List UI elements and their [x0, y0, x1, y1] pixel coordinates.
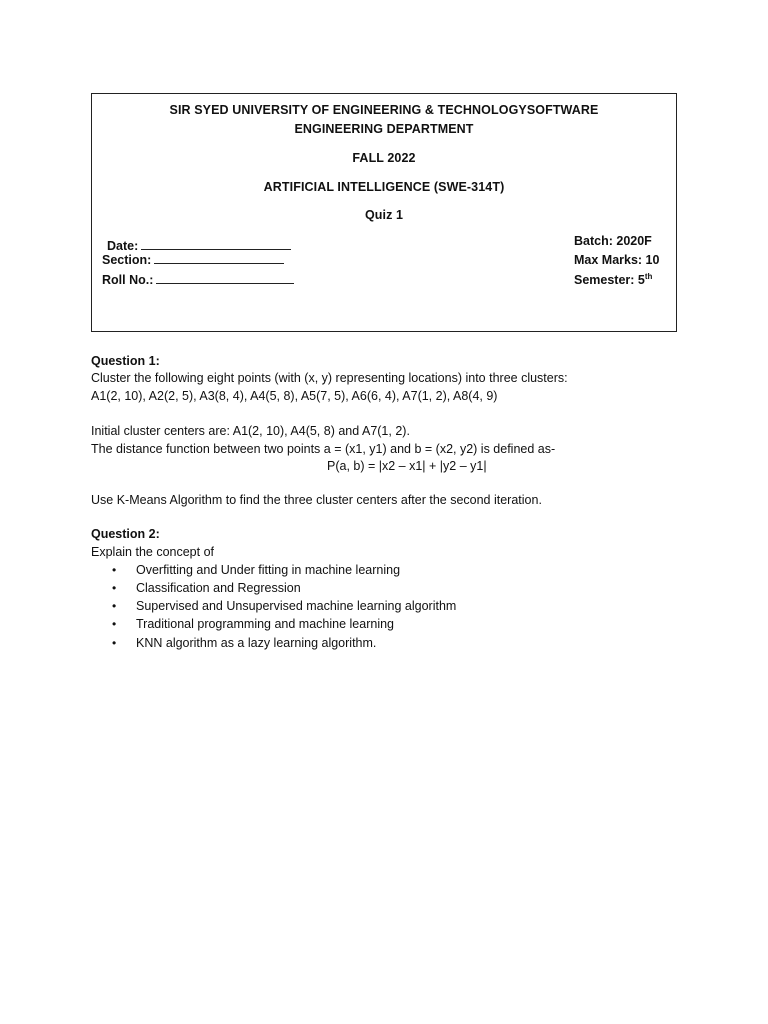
- question2-item: Classification and Regression: [136, 581, 301, 595]
- university-name-line1: SIR SYED UNIVERSITY OF ENGINEERING & TECHNOLOGYSOFTWARE: [169, 103, 599, 117]
- section-blank-line: [154, 251, 284, 264]
- date-label: Date:: [107, 239, 139, 253]
- roll-number-field: [102, 271, 294, 287]
- semester-superscript: th: [644, 272, 653, 281]
- quiz-header-box: [91, 93, 677, 332]
- question2-item: Traditional programming and machine learning: [136, 617, 395, 631]
- bullet-marker: •: [112, 599, 117, 613]
- university-name-line2: ENGINEERING DEPARTMENT: [294, 122, 474, 136]
- bullet-marker: •: [112, 581, 117, 595]
- question1-points: A1(2, 10), A2(2, 5), A3(8, 4), A4(5, 8), A5(7, 5), A6(6, 4), A7(1, 2), A8(4, 9): [91, 389, 498, 403]
- question1-initial-centers: Initial cluster centers are: A1(2, 10), A4(5, 8) and A7(1, 2).: [91, 424, 410, 438]
- roll-number-label: Roll No.:: [102, 273, 154, 287]
- bullet-marker: •: [112, 636, 117, 650]
- question1-title: Question 1:: [91, 354, 160, 368]
- roll-number-blank-line: [156, 271, 294, 284]
- date-blank-line: [141, 237, 291, 250]
- question2-item: Supervised and Unsupervised machine learning algorithm: [136, 599, 457, 613]
- semester-label: Semester: 5: [574, 273, 645, 287]
- course-title: ARTIFICIAL INTELLIGENCE (SWE-314T): [263, 180, 505, 194]
- question1-text: Cluster the following eight points (with (x, y) representing locations) into three clusters:: [91, 371, 568, 385]
- question2-intro: Explain the concept of: [91, 545, 214, 559]
- max-marks-info: Max Marks: 10: [574, 253, 660, 267]
- quiz-title: Quiz 1: [364, 208, 404, 222]
- question1-task: Use K-Means Algorithm to find the three cluster centers after the second iteration.: [91, 493, 542, 507]
- section-label: Section:: [102, 253, 152, 267]
- section-field: [102, 251, 284, 267]
- question1-distance-definition: The distance function between two points a = (x1, y1) and b = (x2, y2) is defined as-: [91, 442, 556, 456]
- distance-formula: P(a, b) = |x2 – x1| + |y2 – y1|: [327, 459, 487, 473]
- bullet-marker: •: [112, 617, 117, 631]
- term-heading: FALL 2022: [352, 151, 416, 165]
- bullet-marker: •: [112, 563, 117, 577]
- question2-title: Question 2:: [91, 527, 160, 541]
- batch-info: Batch: 2020F: [574, 234, 652, 248]
- question2-item: Overfitting and Under fitting in machine learning: [136, 563, 401, 577]
- question2-item: KNN algorithm as a lazy learning algorithm.: [136, 636, 377, 650]
- semester-info: [574, 272, 652, 287]
